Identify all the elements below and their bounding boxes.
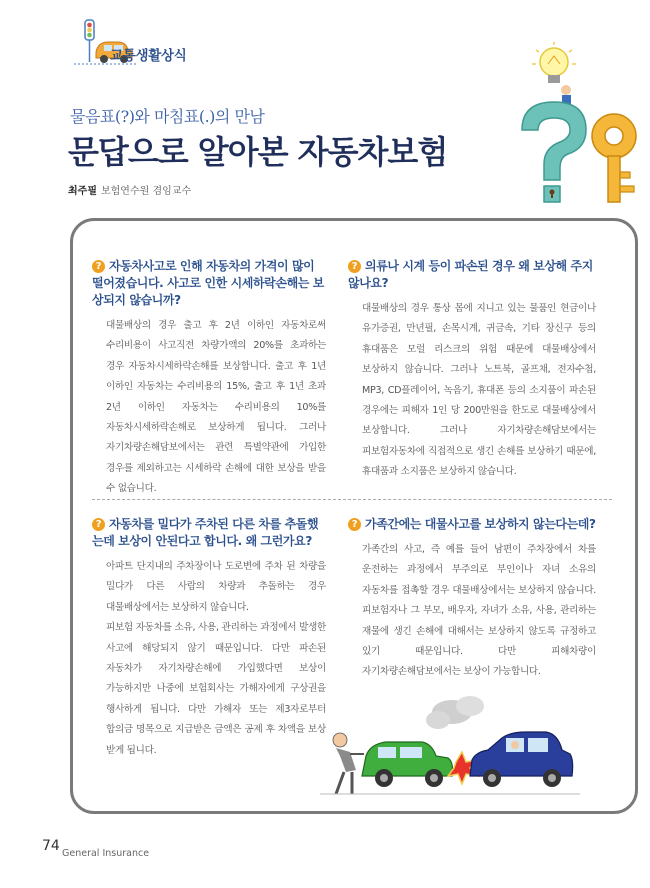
car-collision-icon xyxy=(320,690,580,800)
subtitle: 물음표(?)와 마침표(.)의 만남 xyxy=(70,107,265,126)
answer-text: 대물배상의 경우 통상 몸에 지니고 있는 물품인 현금이나 유가증권, 만년필, 손목시계, 귀금속, 기타 장신구 등의 휴대품은 모럴 리스크의 위험 때문에 대물배상에서 보상하지 않습니다. 그러나 노트북, 골프채, 전자수첩, MP3, CD플레이어, 녹음기, 휴대폰 등의 소지품이 파손된 경우에는 피해자 1인 당 200만원을 한도로 대물배상에서 보상합니다. 그러나 자기차량손해담보에서는 피보험자동차에 직접적으로 생긴 손해를 보상하기 때문에, 휴대품과 소지품은 보상하지 않습니다. xyxy=(362,303,596,478)
qa-item xyxy=(348,258,596,483)
answer-text: 가족간의 사고, 즉 예를 들어 남편이 주차장에서 차를 운전하는 과정에서 부주의로 부인이나 자녀 소유의 자동차를 접촉할 경우 대물배상에서는 보상하지 않습니다. 피보험자나 그 부모, 배우자, 자녀가 소유, 사용, 관리하는 재물에 생긴 손해에 대해서는 보상하지 않도록 규정하고 있기 때문입니다. 다만 피해차량이 자기차량손해담보에서는 보상이 가능합니다. xyxy=(362,544,596,678)
question-mark-icon: ? xyxy=(92,260,105,273)
qa-item xyxy=(348,516,596,683)
author-title: 보험연수원 겸임교수 xyxy=(100,186,192,197)
question-heading: ? 자동차사고로 인해 자동차의 가격이 많이 떨어졌습니다. 사고로 인한 시세하락손해는 보상되지 않습니까? xyxy=(92,259,324,307)
question-mark-icon: ? xyxy=(92,518,105,531)
page-title: 문답으로 알아본 자동차보험 xyxy=(68,133,448,171)
question-heading: ? 자동차를 밀다가 주차된 다른 차를 추돌했는데 보상이 안된다고 합니다. 왜 그런가요? xyxy=(92,517,319,548)
section-tag: 교통생활상식 xyxy=(110,48,187,64)
qa-item xyxy=(92,258,326,500)
answer-text: 대물배상의 경우 출고 후 2년 이하인 자동차로써 수리비용이 사고직전 차량가액의 20%를 초과하는 경우 자동차시세하락손해를 보상합니다. 출고 후 1년 이하인 자동차는 수리비용의 15%, 출고 후 1년 초과 2년 이하인 자동차는 수리비용의 10%를 자동차시세하락손해로 보상하게 됩니다. 그러나 자기차량손해담보에서는 관련 특별약관에 가입한 경우를 제외하고는 시세하락 손해에 대한 보상을 받을 수 없습니다. xyxy=(106,320,326,495)
question-heading: ? 가족간에는 대물사고를 보상하지 않는다는데? xyxy=(348,516,596,533)
question-mark-key-lightbulb-icon xyxy=(508,40,650,210)
answer-text: 피보험 자동차를 소유, 사용, 관리하는 과정에서 발생한 사고에 해당되지 않기 때문입니다. 다만 파손된 자동차가 자기차량손해에 가입했다면 보상이 가능하지만 나중에 보험회사는 가해자에게 구상권을 행사하게 됩니다. 다만 가해자 또는 제3자로부터 합의금 명목으로 지급받은 금액은 공제 후 차액을 보상 받게 됩니다. xyxy=(106,622,326,756)
question-mark-icon: ? xyxy=(348,260,361,273)
question-heading: ? 의류나 시계 등이 파손된 경우 왜 보상해 주지 않나요? xyxy=(348,259,593,290)
qa-item xyxy=(92,516,326,761)
publication-name: General Insurance xyxy=(62,848,150,859)
answer-text: 아파트 단지내의 주차장이나 도로변에 주차 된 차량을 밀다가 다른 사람의 차량과 추돌하는 경우 대물배상에서는 보상하지 않습니다. xyxy=(106,561,326,613)
page-number: 74 xyxy=(42,838,60,854)
author-name: 최주필 xyxy=(68,186,97,197)
question-mark-icon: ? xyxy=(348,518,361,531)
author-byline xyxy=(68,182,191,197)
